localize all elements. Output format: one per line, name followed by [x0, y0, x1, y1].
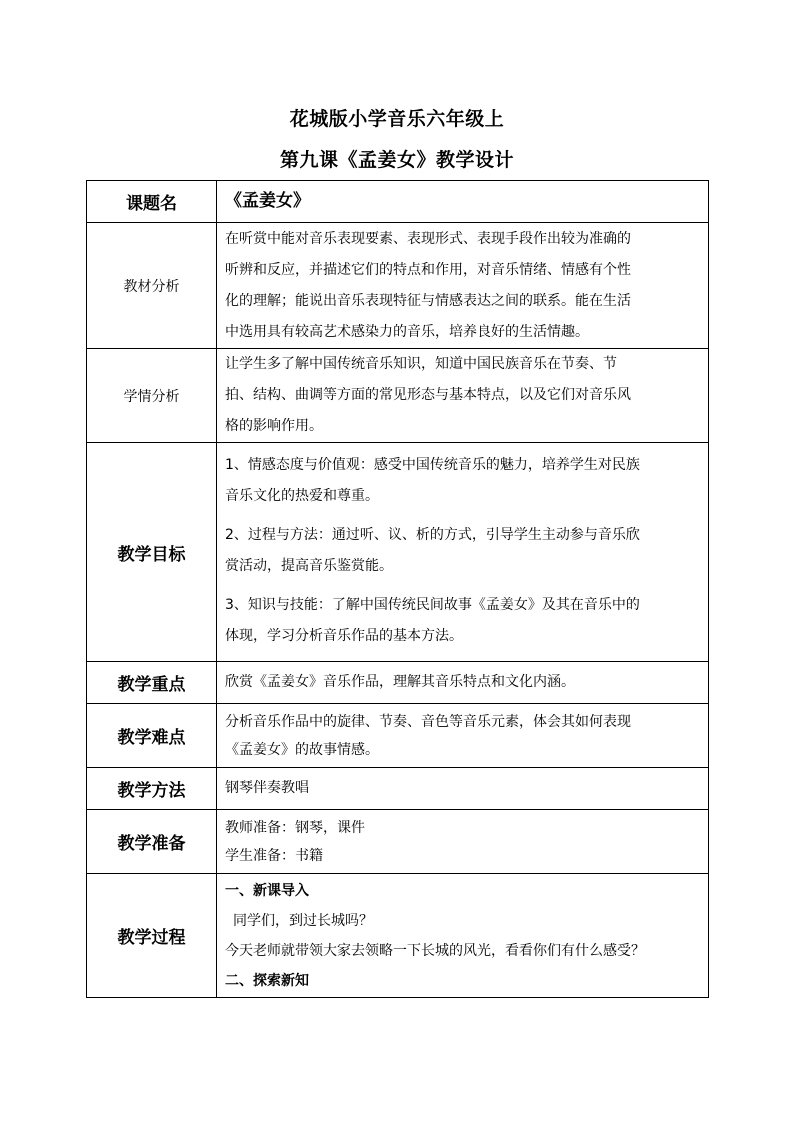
- value-students: [217, 349, 709, 443]
- goal-item-2: [225, 520, 702, 582]
- material-line-4: 中选用具有较高艺术感染力的音乐，培养良好的生活情趣。: [225, 323, 589, 340]
- students-line-2: 拍、结构、曲调等方面的常见形态与基本特点，以及它们对音乐风: [225, 387, 631, 403]
- label-goals: 教学目标: [87, 443, 217, 662]
- label-topic: 课题名: [87, 181, 217, 223]
- label-prep: 教学准备: [87, 810, 217, 874]
- value-method: 钢琴伴奏教唱: [217, 768, 709, 810]
- table-row-difficulty: [87, 704, 709, 768]
- process-section-1: 一、新课导入: [225, 882, 309, 899]
- material-line-2: 听辨和反应，并描述它们的特点和作用，对音乐情绪、情感有个性: [225, 261, 631, 278]
- label-method: 教学方法: [87, 768, 217, 810]
- goal-2-line-2: 赏活动，提高音乐鉴赏能。: [225, 558, 393, 574]
- lesson-plan-table: [86, 180, 709, 998]
- prep-line-1: 教师准备：钢琴，课件: [225, 819, 365, 836]
- goal-item-1: [225, 450, 702, 512]
- goal-3-line-2: 体现，学习分析音乐作品的基本方法。: [225, 628, 463, 644]
- label-focus: 教学重点: [87, 662, 217, 704]
- difficulty-line-1: 分析音乐作品中的旋律、节奏、音色等音乐元素，体会其如何表现: [225, 713, 631, 730]
- document-subtitle: 第九课《孟姜女》教学设计: [279, 149, 514, 171]
- table-row-method: [87, 768, 709, 810]
- table-row-prep: [87, 810, 709, 874]
- process-section-2: 二、探索新知: [225, 972, 309, 989]
- table-row-topic: [87, 181, 709, 223]
- document-title: 花城版小学音乐六年级上: [289, 108, 505, 130]
- table-row-process: [87, 874, 709, 998]
- difficulty-line-2: 《孟姜女》的故事情感。: [225, 741, 379, 758]
- label-material: 教材分析: [87, 223, 217, 349]
- value-process: [217, 874, 709, 998]
- value-topic: 《孟姜女》: [217, 181, 709, 223]
- table-row-focus: [87, 662, 709, 704]
- value-prep: [217, 810, 709, 874]
- goal-3-line-1: 3、知识与技能：了解中国传统民间故事《孟姜女》及其在音乐中的: [225, 597, 640, 613]
- material-line-1: 在听赏中能对音乐表现要素、表现形式、表现手段作出较为准确的: [225, 230, 631, 247]
- students-line-1: 让学生多了解中国传统音乐知识，知道中国民族音乐在节奏、节: [225, 356, 617, 372]
- value-material: [217, 223, 709, 349]
- value-goals: [217, 443, 709, 662]
- process-line-2: 今天老师就带领大家去领略一下长城的风光，看看你们有什么感受？: [225, 942, 645, 959]
- goal-1-line-1: 1、情感态度与价值观：感受中国传统音乐的魅力，培养学生对民族: [225, 457, 640, 473]
- goal-1-line-2: 音乐文化的热爱和尊重。: [225, 488, 379, 504]
- table-row-goals: [87, 443, 709, 662]
- goal-item-3: [225, 590, 702, 652]
- table-row-material: [87, 223, 709, 349]
- table-row-students: [87, 349, 709, 443]
- label-difficulty: 教学难点: [87, 704, 217, 768]
- goal-2-line-1: 2、过程与方法：通过听、议、析的方式，引导学生主动参与音乐欣: [225, 527, 640, 543]
- value-focus: 欣赏《孟姜女》音乐作品，理解其音乐特点和文化内涵。: [217, 662, 709, 704]
- label-process: 教学过程: [87, 874, 217, 998]
- students-line-3: 格的影响作用。: [225, 418, 323, 434]
- value-difficulty: [217, 704, 709, 768]
- process-line-1: 同学们，到过长城吗？: [233, 912, 373, 929]
- prep-line-2: 学生准备：书籍: [225, 847, 323, 864]
- label-students: 学情分析: [87, 349, 217, 443]
- material-line-3: 化的理解；能说出音乐表现特征与情感表达之间的联系。能在生活: [225, 292, 631, 309]
